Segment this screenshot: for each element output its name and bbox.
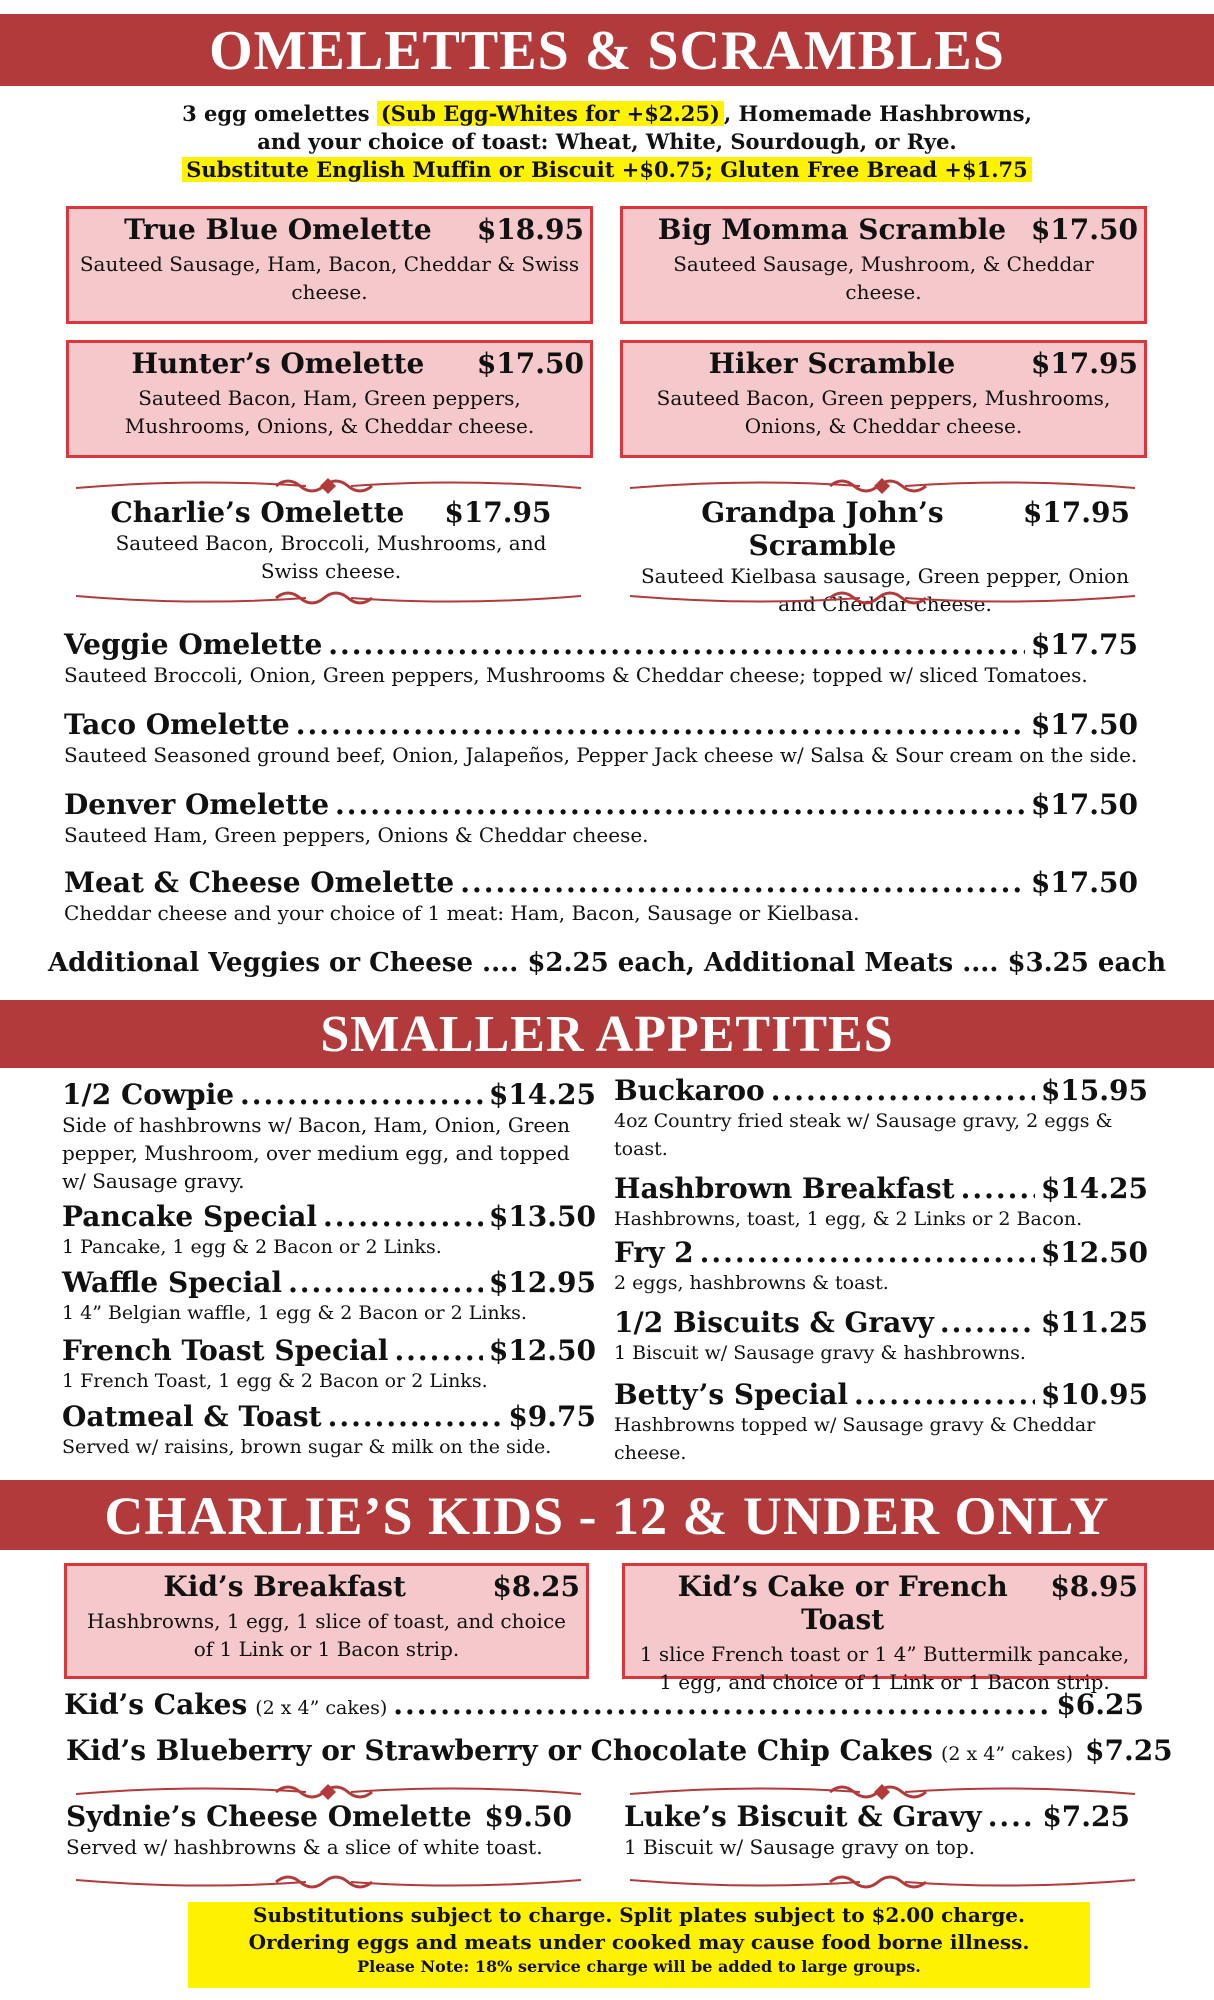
leader-dots (771, 1074, 1035, 1107)
featured-item (96, 496, 566, 585)
footer-line: Ordering eggs and meats under cooked may cause food borne illness. (248, 1930, 1030, 1954)
item-name: Charlie’s Omelette (110, 496, 405, 529)
omelettes-intro: 3 egg omelettes (Sub Egg-Whites for +$2.25) , Homemade Hashbrowns, and your choice of toast: Wheat, White, Sourdough, or Rye. Substitute English Muffin or Biscuit +$0.75; Gluten Free Bread +$1.75 (182, 101, 1032, 182)
ornament-divider (76, 1872, 581, 1894)
item-desc: Sauteed Broccoli, Onion, Green peppers, Mushrooms & Cheddar cheese; topped w/ sliced Tomatoes. (64, 663, 1088, 687)
ornament-divider (630, 1872, 1135, 1894)
item-name: Waffle Special (62, 1266, 283, 1299)
item-price: $17.75 (1030, 628, 1138, 661)
leader-dots (393, 1688, 1050, 1721)
item-desc: Hashbrowns, toast, 1 egg, & 2 Links or 2 Bacon. (614, 1208, 1083, 1230)
item-name: French Toast Special (62, 1334, 389, 1367)
menu-box (620, 340, 1147, 458)
item-price: $12.50 (488, 1334, 596, 1367)
substitute-note: Substitute English Muffin or Biscuit +$0.75; Gluten Free Bread +$1.75 (182, 157, 1032, 182)
item-price: $12.50 (1040, 1236, 1148, 1269)
ornament-divider (630, 474, 1135, 496)
list-item (62, 1200, 596, 1266)
item-price: $8.25 (492, 1570, 580, 1603)
item-desc: 1 Biscuit w/ Sausage gravy on top. (624, 1835, 975, 1859)
item-name: Oatmeal & Toast (62, 1400, 322, 1433)
item-price: $17.95 (444, 496, 552, 529)
list-item (64, 788, 1138, 849)
item-desc: 1 Biscuit w/ Sausage gravy & hashbrowns. (614, 1342, 1026, 1364)
item-name: Kid’s Blueberry or Strawberry or Chocolate Chip Cakes (66, 1734, 933, 1767)
item-price: $14.25 (1040, 1172, 1148, 1205)
leader-dots (854, 1378, 1035, 1411)
leader-dots (700, 1236, 1035, 1269)
item-price: $11.25 (1040, 1306, 1148, 1339)
list-item (64, 708, 1138, 769)
smaller-left-column (62, 1078, 596, 1461)
leader-dots (328, 628, 1025, 661)
item-desc: Sauteed Seasoned ground beef, Onion, Jalapeños, Pepper Jack cheese w/ Salsa & Sour cream on the side. (64, 743, 1138, 767)
featured-item (66, 1800, 572, 1861)
item-desc: 4oz Country fried steak w/ Sausage gravy, 2 eggs & toast. (614, 1110, 1113, 1160)
item-name: Grandpa John’s Scramble (701, 496, 944, 562)
list-item (614, 1378, 1148, 1467)
menu-box (66, 340, 593, 458)
list-item (614, 1172, 1148, 1236)
list-item (64, 628, 1138, 689)
list-item (66, 1734, 1173, 1767)
item-desc: Sauteed Bacon, Broccoli, Mushrooms, and Swiss cheese. (115, 531, 547, 583)
menu-box (620, 206, 1147, 324)
leader-dots (460, 866, 1025, 899)
ornament-divider (76, 1780, 581, 1802)
item-price: $7.25 (1042, 1800, 1130, 1833)
item-desc: Served w/ hashbrowns & a slice of white toast. (66, 1835, 543, 1859)
item-desc: Sauteed Bacon, Ham, Green peppers, Mushrooms, Onions, & Cheddar cheese. (124, 386, 535, 438)
ornament-divider (630, 1780, 1135, 1802)
item-name: Big Momma Scramble (657, 213, 1007, 246)
item-desc: 2 eggs, hashbrowns & toast. (614, 1272, 889, 1294)
ornament-divider (630, 588, 1135, 610)
omelettes-title: OMELETTES & SCRAMBLES (209, 20, 1005, 82)
leader-dots (940, 1306, 1035, 1339)
kids-banner (0, 1480, 1214, 1550)
item-name: Veggie Omelette (64, 628, 323, 661)
item-price: $15.95 (1040, 1074, 1148, 1107)
item-price: $6.25 (1056, 1688, 1144, 1721)
list-item (614, 1074, 1148, 1172)
item-note: (2 x 4” cakes) (940, 1743, 1073, 1765)
item-price: $9.50 (484, 1800, 572, 1833)
item-name: Taco Omelette (64, 708, 290, 741)
list-item (62, 1078, 596, 1200)
menu-box (64, 1563, 589, 1679)
item-desc: 1 slice French toast or 1 4” Buttermilk pancake, 1 egg, and choice of 1 Link or 1 Bacon strip. (639, 1642, 1130, 1694)
item-price: $17.50 (1030, 866, 1138, 899)
item-price: $7.25 (1084, 1734, 1173, 1767)
item-name: Fry 2 (614, 1236, 694, 1269)
menu-box (622, 1563, 1147, 1694)
list-item (64, 1688, 1144, 1721)
item-desc: Served w/ raisins, brown sugar & milk on the side. (62, 1436, 552, 1458)
item-name: Denver Omelette (64, 788, 330, 821)
item-desc: Sauteed Sausage, Mushroom, & Cheddar cheese. (673, 252, 1094, 304)
ornament-divider (76, 588, 581, 610)
item-desc: Side of hashbrowns w/ Bacon, Ham, Onion, Green pepper, Mushroom, over medium egg, and topped w/ Sausage gravy. (62, 1113, 570, 1193)
ornament-divider (76, 474, 581, 496)
menu-box (66, 206, 593, 324)
list-item (62, 1334, 596, 1400)
list-item (64, 866, 1138, 927)
item-price: $10.95 (1040, 1378, 1148, 1411)
item-desc: Cheddar cheese and your choice of 1 meat: Ham, Bacon, Sausage or Kielbasa. (64, 901, 860, 925)
item-price: $17.50 (1030, 788, 1138, 821)
omelettes-banner (0, 14, 1214, 86)
item-desc: Sauteed Bacon, Green peppers, Mushrooms, Onions, & Cheddar cheese. (656, 386, 1111, 438)
leader-dots (296, 708, 1025, 741)
item-price: $17.95 (1030, 347, 1138, 380)
item-desc: Sauteed Kielbasa sausage, Green pepper, Onion and Cheddar cheese. (640, 564, 1130, 616)
kids-title: CHARLIE’S KIDS - 12 & UNDER ONLY (104, 1486, 1110, 1546)
featured-item (624, 1800, 1130, 1861)
leader-dots (394, 1334, 482, 1367)
item-name: Hunter’s Omelette (131, 347, 425, 380)
item-price: $18.95 (476, 213, 584, 246)
leader-dots (961, 1172, 1035, 1205)
item-price: $8.95 (1050, 1570, 1138, 1603)
leader-dots (323, 1200, 483, 1233)
smaller-banner (0, 1000, 1214, 1068)
item-price: $17.50 (1030, 213, 1138, 246)
leader-dots (335, 788, 1025, 821)
item-desc: Hashbrowns, 1 egg, 1 slice of toast, and choice of 1 Link or 1 Bacon strip. (86, 1609, 566, 1661)
item-desc: 1 4” Belgian waffle, 1 egg & 2 Bacon or 2 Links. (62, 1302, 527, 1324)
item-desc: Sauteed Sausage, Ham, Bacon, Cheddar & Swiss cheese. (79, 252, 580, 304)
additional-pricing: Additional Veggies or Cheese .... $2.25 each, Additional Meats .... $3.25 each (47, 948, 1167, 978)
item-name: Kid’s Cake or French Toast (677, 1570, 1008, 1636)
item-price: $12.95 (488, 1266, 596, 1299)
item-price: $9.75 (508, 1400, 596, 1433)
leader-dots (988, 1800, 1037, 1833)
item-price: $14.25 (488, 1078, 596, 1111)
item-note: (2 x 4” cakes) (255, 1697, 388, 1719)
item-desc: 1 Pancake, 1 egg & 2 Bacon or 2 Links. (62, 1236, 442, 1258)
footer-notice (188, 1902, 1090, 1988)
egg-white-note: (Sub Egg-Whites for +$2.25) (377, 101, 724, 126)
item-name: Buckaroo (614, 1074, 765, 1107)
list-item (62, 1400, 596, 1461)
item-price: $13.50 (488, 1200, 596, 1233)
item-name: Luke’s Biscuit & Gravy (624, 1800, 982, 1833)
item-name: Kid’s Breakfast (163, 1570, 406, 1603)
item-name: Meat & Cheese Omelette (64, 866, 455, 899)
leader-dots (288, 1266, 483, 1299)
footer-line: Substitutions subject to charge. Split plates subject to $2.00 charge. (253, 1903, 1025, 1927)
smaller-right-column (614, 1074, 1148, 1467)
item-price: $17.50 (1030, 708, 1138, 741)
leader-dots (478, 1800, 479, 1833)
item-name: True Blue Omelette (124, 213, 432, 246)
list-item (62, 1266, 596, 1334)
item-desc: Sauteed Ham, Green peppers, Onions & Cheddar cheese. (64, 823, 649, 847)
item-name: Betty’s Special (614, 1378, 848, 1411)
list-item (614, 1306, 1148, 1378)
item-name: Kid’s Cakes (64, 1688, 248, 1721)
item-desc: 1 French Toast, 1 egg & 2 Bacon or 2 Links. (62, 1370, 488, 1392)
item-desc: Hashbrowns topped w/ Sausage gravy & Cheddar cheese. (614, 1414, 1096, 1464)
item-name: 1/2 Cowpie (62, 1078, 235, 1111)
item-price: $17.50 (476, 347, 584, 380)
leader-dots (240, 1078, 483, 1111)
item-name: 1/2 Biscuits & Gravy (614, 1306, 934, 1339)
item-name: Hashbrown Breakfast (614, 1172, 955, 1205)
item-name: Sydnie’s Cheese Omelette (66, 1800, 472, 1833)
leader-dots (328, 1400, 503, 1433)
item-name: Hiker Scramble (708, 347, 956, 380)
item-price: $17.95 (1022, 496, 1130, 529)
footer-line: Please Note: 18% service charge will be added to large groups. (357, 1957, 921, 1976)
item-name: Pancake Special (62, 1200, 318, 1233)
smaller-title: SMALLER APPETITES (320, 1006, 894, 1063)
list-item (614, 1236, 1148, 1306)
